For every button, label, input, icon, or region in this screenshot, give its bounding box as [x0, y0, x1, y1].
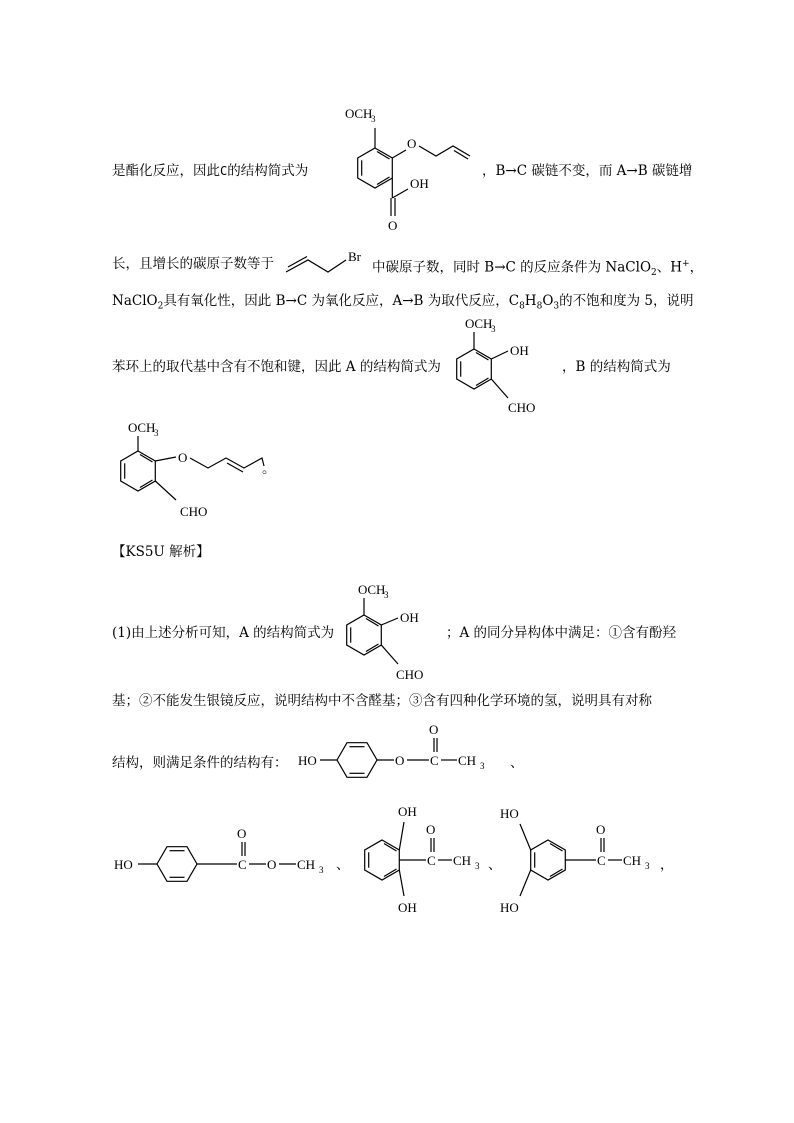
o-label: O	[388, 218, 398, 233]
ch3-label: CH	[623, 853, 642, 868]
text: 的结构简式为	[227, 163, 309, 179]
text: 、H	[656, 259, 683, 276]
c-label: C	[597, 853, 606, 868]
comma: ，	[660, 857, 674, 873]
para3-line	[112, 292, 694, 316]
text: 具有氧化性，因此 B→C 为氧化反应，A→B 为取代反应，C	[163, 293, 520, 309]
sub: 3	[319, 865, 324, 875]
sub: 3	[475, 861, 480, 871]
oh-label: OH	[400, 610, 419, 625]
text: ，	[689, 259, 704, 276]
sub: 8	[519, 301, 525, 312]
ho-label: HO	[500, 900, 519, 915]
isomer-3-2-6-dihydroxyacetophenone	[340, 800, 500, 920]
sub: 8	[536, 301, 543, 312]
structure-c	[318, 98, 483, 238]
para7: 基；②不能发生银镜反应，说明结构中不含醛基；③含有四种化学环境的氢，说明具有对称	[112, 693, 652, 709]
o-label: O	[237, 826, 247, 841]
sub: 3	[384, 590, 389, 600]
text: 的不饱和度为 5，说明	[559, 293, 694, 309]
sub: 2	[157, 301, 164, 312]
para4-lead: 苯环上的取代基中含有不饱和键，因此 A 的结构简式为	[112, 359, 441, 375]
text: 是酯化反应，因此	[112, 163, 220, 179]
cho-label: CHO	[508, 400, 536, 415]
allyl-bromide	[282, 240, 377, 280]
o-label: O	[267, 857, 277, 872]
para2-lead: 长，且增长的碳原子数等于	[112, 256, 274, 272]
c-label: C	[427, 853, 436, 868]
o-label: O	[426, 822, 436, 837]
para4-tail: ，B 的结构简式为	[562, 359, 671, 375]
och3-label: OCH	[128, 420, 156, 435]
oh-label: OH	[510, 343, 529, 358]
o-label: O	[395, 753, 405, 768]
isomer-4-3-5-dihydroxyacetophenone	[496, 800, 676, 920]
o-label: O	[178, 450, 188, 465]
oh-label: OH	[398, 900, 417, 915]
cho-label: CHO	[396, 667, 424, 682]
para1-line	[112, 162, 308, 180]
isomer-2-methyl-ester	[112, 826, 342, 886]
oh-label: OH	[410, 176, 429, 191]
ch3-label: CH	[297, 857, 316, 872]
och3-label: OCH	[465, 316, 493, 331]
sub: 3	[553, 301, 560, 312]
sub: 3	[645, 861, 650, 871]
sub: 3	[480, 761, 485, 771]
text: C	[220, 164, 228, 178]
para8: 结构，则满足条件的结构有：	[112, 755, 288, 771]
c-label: C	[238, 857, 247, 872]
dun2: 、	[336, 857, 350, 873]
dun1: 、	[510, 755, 524, 771]
sub: 3	[371, 114, 376, 124]
sub: 3	[491, 324, 496, 334]
cho-label: CHO	[180, 504, 208, 519]
para6-lead: (1)由上述分析可知，A 的结构简式为	[112, 625, 335, 641]
ch3-label: CH	[458, 753, 477, 768]
structure-a	[446, 314, 566, 424]
sub: 3	[154, 428, 159, 438]
ho-label: HO	[298, 753, 317, 768]
oh-label: OH	[398, 804, 417, 819]
ch3-label: CH	[453, 853, 472, 868]
o-label: O	[596, 822, 606, 837]
para1-tail: ，B→C 碳链不变，而 A→B 碳链增	[482, 163, 693, 179]
dun3: 、	[488, 857, 502, 873]
sup: +	[682, 259, 690, 269]
och3-label: OCH	[345, 106, 373, 121]
br-label: Br	[348, 249, 361, 264]
ho-label: HO	[500, 806, 519, 821]
text: NaClO	[112, 293, 158, 309]
o-label: O	[407, 136, 417, 151]
period: 。	[262, 461, 276, 477]
text: O	[542, 293, 554, 309]
o-label: O	[429, 722, 439, 737]
ho-label: HO	[114, 857, 133, 872]
c-label: C	[430, 753, 439, 768]
para6-tail: ；A 的同分异构体中满足：①含有酚羟	[446, 625, 677, 641]
structure-a-repeat	[336, 580, 456, 690]
text: H	[524, 293, 537, 309]
para2-tail	[372, 255, 703, 282]
sub: 2	[651, 268, 657, 279]
text: 中碳原子数，同时 B→C 的反应条件为 NaClO	[372, 259, 652, 276]
isomer-1-acetate-ester	[292, 722, 522, 782]
section-title: 【KS5U 解析】	[112, 544, 210, 560]
och3-label: OCH	[358, 582, 386, 597]
structure-b	[108, 418, 278, 526]
